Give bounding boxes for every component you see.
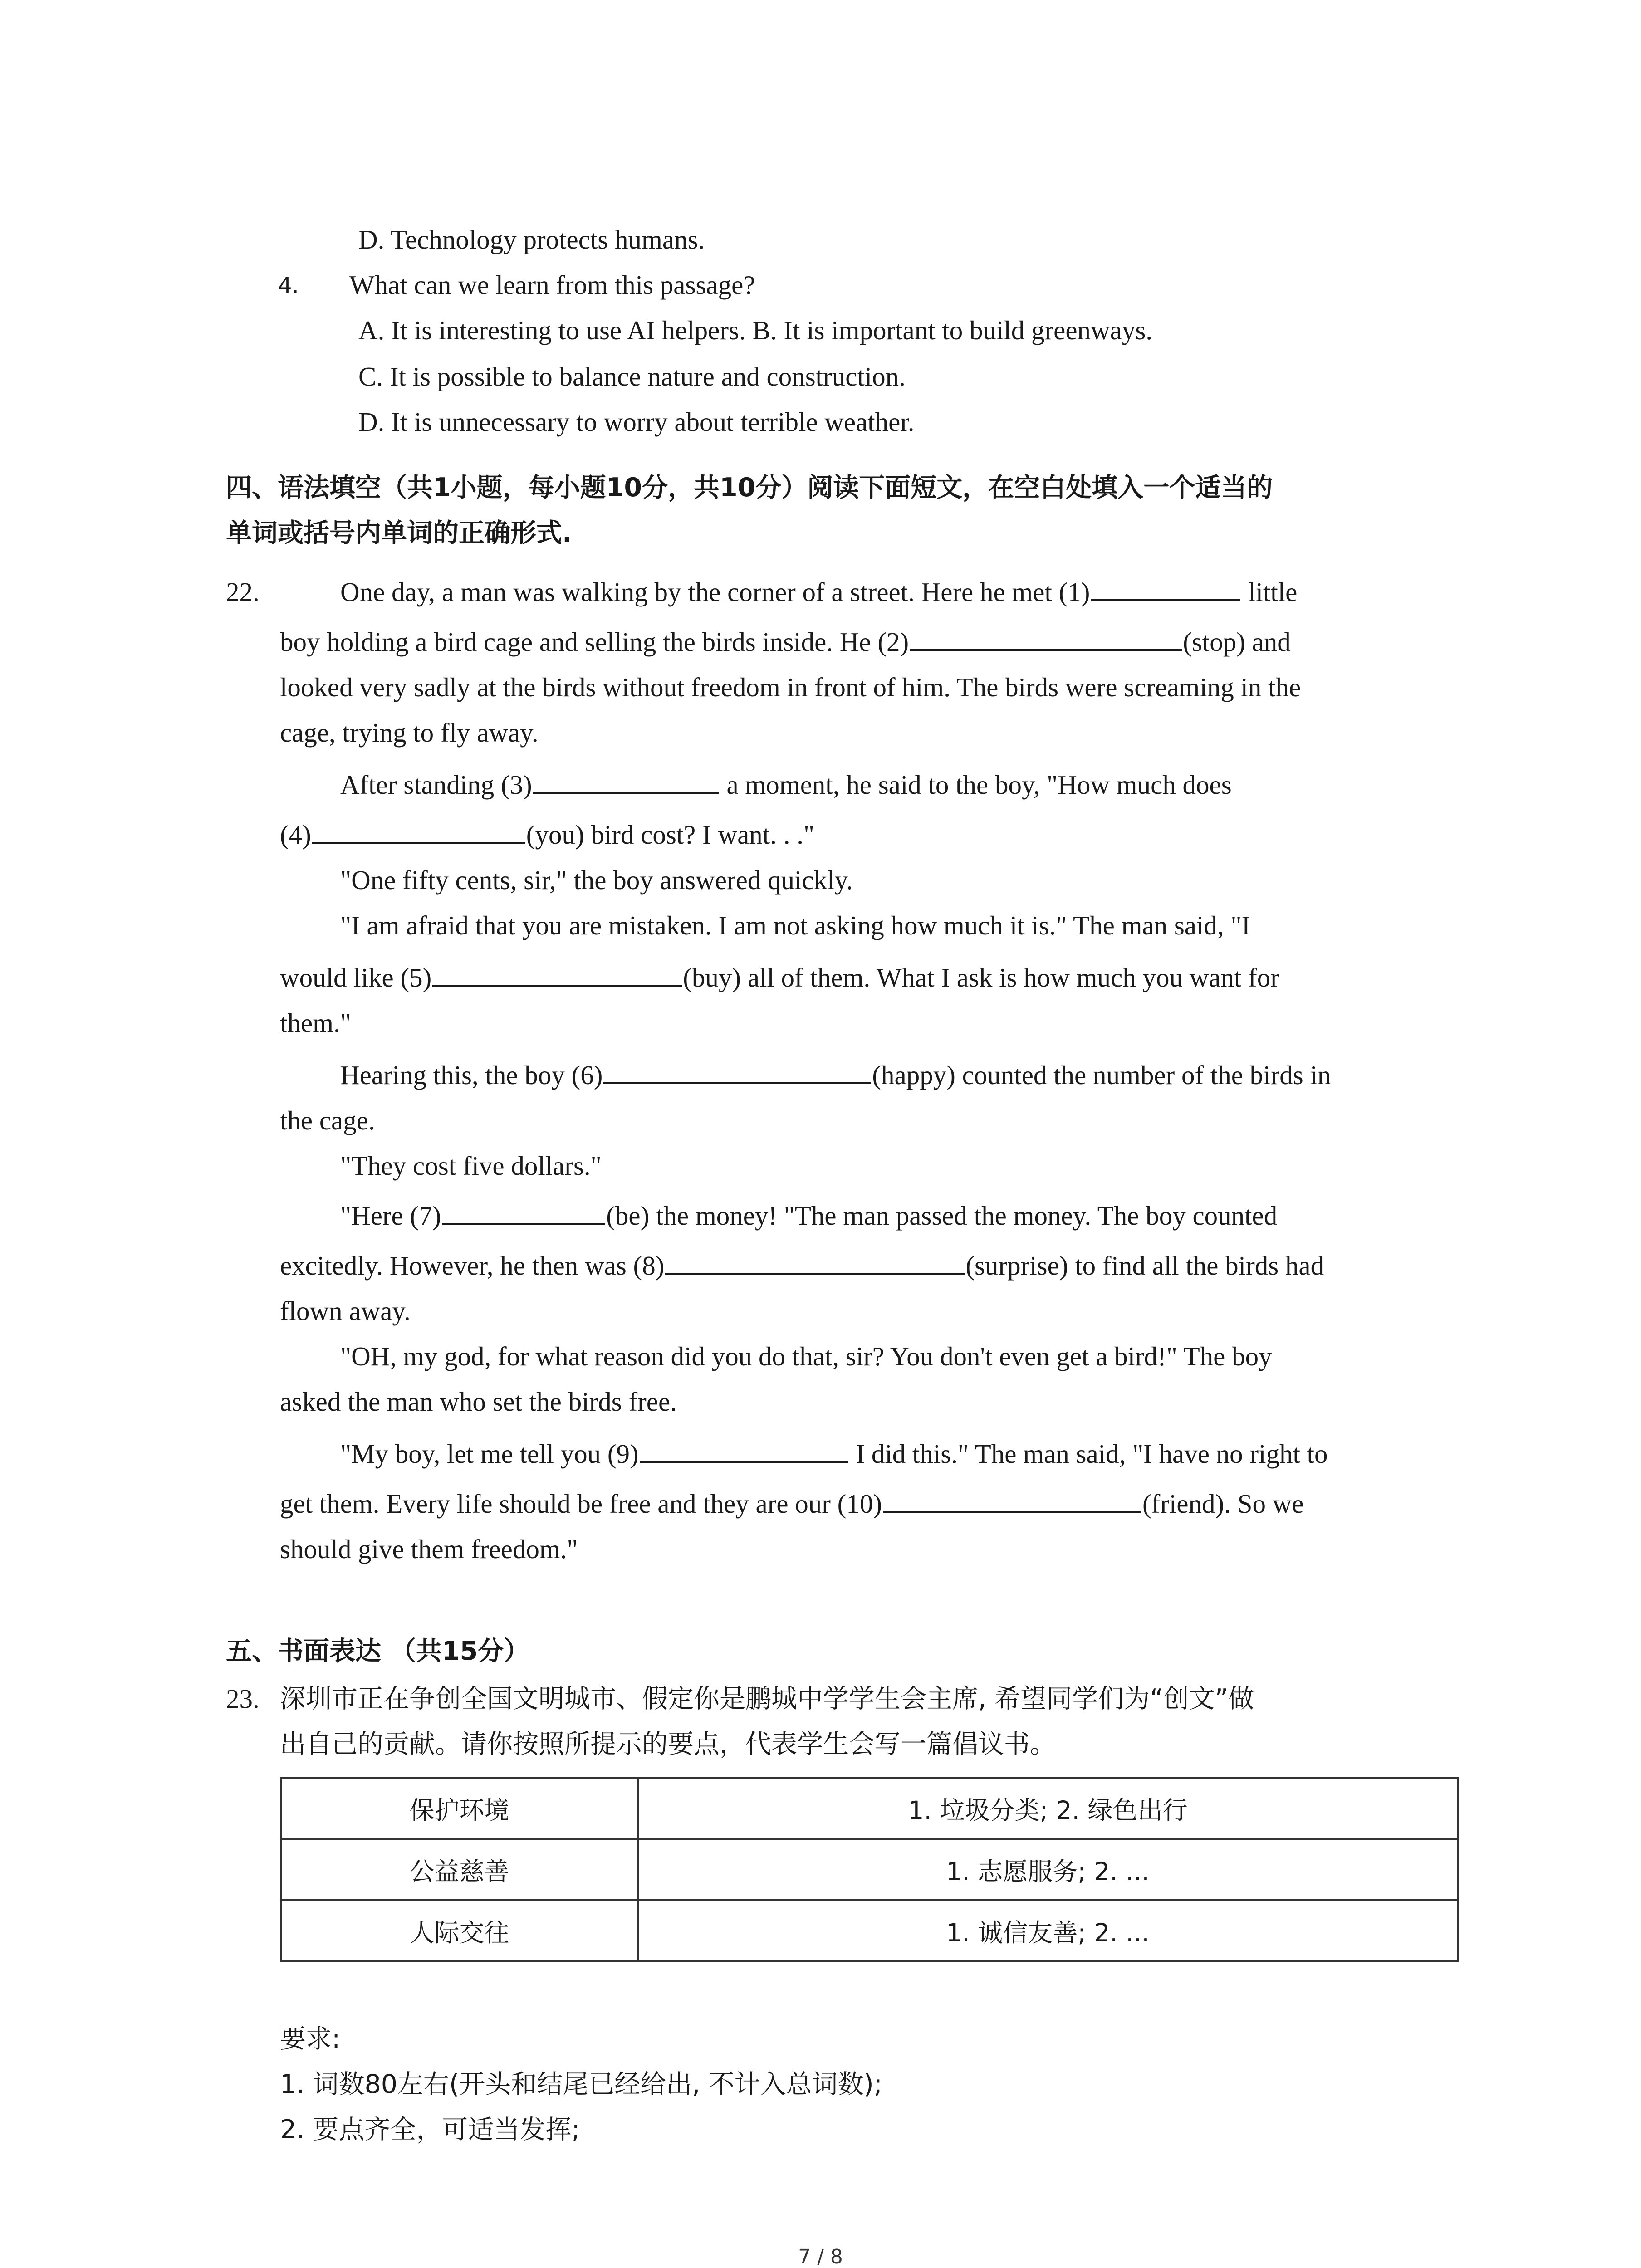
q22-line-4: cage, trying to fly away. <box>280 718 539 748</box>
blank-2[interactable] <box>910 624 1182 651</box>
blank-6[interactable] <box>603 1057 871 1084</box>
table-cell-topic: 公益慈善 <box>281 1839 638 1900</box>
blank-3[interactable] <box>533 767 719 794</box>
q22-line-11: Hearing this, the boy (6) (happy) counted the number of the birds in <box>340 1057 1331 1093</box>
q22-line-9: would like (5) (buy) all of them. What I ask is how much you want for <box>280 959 1279 996</box>
q23-number: 23. <box>226 1684 260 1714</box>
section5-header: 五、书面表达 （共15分） <box>226 1636 530 1666</box>
q4-question: What can we learn from this passage? <box>349 270 755 300</box>
q22-line-15: excitedly. However, he then was (8) (surprise) to find all the birds had <box>280 1247 1324 1284</box>
q23-line-1: 深圳市正在争创全国文明城市、假定你是鹏城中学学生会主席, 希望同学们为“创文”做 <box>280 1684 1254 1714</box>
q22-number: 22. <box>226 577 260 607</box>
table-cell-points: 1. 志愿服务; 2. ... <box>638 1839 1458 1900</box>
requirements-title: 要求: <box>280 2024 341 2054</box>
q22-line-21: should give them freedom." <box>280 1534 578 1564</box>
q22-line-13: "They cost five dollars." <box>340 1151 602 1181</box>
table-cell-topic: 保护环境 <box>281 1778 638 1839</box>
q22-line-16: flown away. <box>280 1296 411 1326</box>
requirement-2: 2. 要点齐全，可适当发挥; <box>280 2115 580 2145</box>
q22-line-17: "OH, my god, for what reason did you do that, sir? You don't even get a bird!" The boy <box>340 1341 1272 1371</box>
blank-1[interactable] <box>1091 574 1240 601</box>
table-row <box>281 1778 1458 1839</box>
requirement-1: 1. 词数80左右(开头和结尾已经给出, 不计入总词数); <box>280 2069 882 2099</box>
blank-8[interactable] <box>665 1247 965 1275</box>
page-number: 7 / 8 <box>798 2245 843 2268</box>
q23-line-2: 出自己的贡献。请你按照所提示的要点，代表学生会写一篇倡议书。 <box>280 1729 1056 1759</box>
q22-line-12: the cage. <box>280 1105 375 1135</box>
blank-4[interactable] <box>312 816 525 844</box>
q22-line-2: boy holding a bird cage and selling the birds inside. He (2) (stop) and <box>280 624 1291 660</box>
q22-line-10: them." <box>280 1008 351 1038</box>
q22-line-6: (4) (you) bird cost? I want. . ." <box>280 816 814 853</box>
blank-7[interactable] <box>442 1198 605 1225</box>
q22-line-14: "Here (7) (be) the money! "The man passed the money. The boy counted <box>340 1198 1277 1234</box>
q22-line-5: After standing (3) a moment, he said to the boy, "How much does <box>340 767 1232 803</box>
points-table <box>280 1777 1459 1962</box>
blank-5[interactable] <box>432 959 682 987</box>
q4-option-c: C. It is possible to balance nature and construction. <box>358 362 906 391</box>
q22-line-3: looked very sadly at the birds without freedom in front of him. The birds were screaming in the <box>280 672 1301 702</box>
section4-header-line2: 单词或括号内单词的正确形式. <box>226 518 572 548</box>
q4-option-ab: A. It is interesting to use AI helpers. B. It is important to build greenways. <box>358 315 1153 345</box>
blank-9[interactable] <box>640 1436 848 1463</box>
q4-number: 4. <box>278 273 299 298</box>
q4-option-d: D. It is unnecessary to worry about terrible weather. <box>358 407 915 437</box>
table-row <box>281 1839 1458 1900</box>
q22-line-7: "One fifty cents, sir," the boy answered quickly. <box>340 865 853 895</box>
q22-line-19: "My boy, let me tell you (9) I did this." The man said, "I have no right to <box>340 1436 1328 1472</box>
table-cell-points: 1. 垃圾分类; 2. 绿色出行 <box>638 1778 1458 1839</box>
section4-header-line1: 四、语法填空（共1小题，每小题10分，共10分）阅读下面短文，在空白处填入一个适当的 <box>226 473 1273 503</box>
table-cell-points: 1. 诚信友善; 2. ... <box>638 1900 1458 1961</box>
table-cell-topic: 人际交往 <box>281 1900 638 1961</box>
blank-10[interactable] <box>883 1486 1141 1513</box>
q22-line-18: asked the man who set the birds free. <box>280 1387 677 1417</box>
q22-line-1: One day, a man was walking by the corner of a street. Here he met (1) little <box>340 574 1297 610</box>
q22-line-8: "I am afraid that you are mistaken. I am not asking how much it is." The man said, "I <box>340 910 1251 940</box>
table-row <box>281 1900 1458 1961</box>
q22-line-20: get them. Every life should be free and they are our (10) (friend). So we <box>280 1486 1304 1522</box>
q3-option-d: D. Technology protects humans. <box>358 225 705 254</box>
